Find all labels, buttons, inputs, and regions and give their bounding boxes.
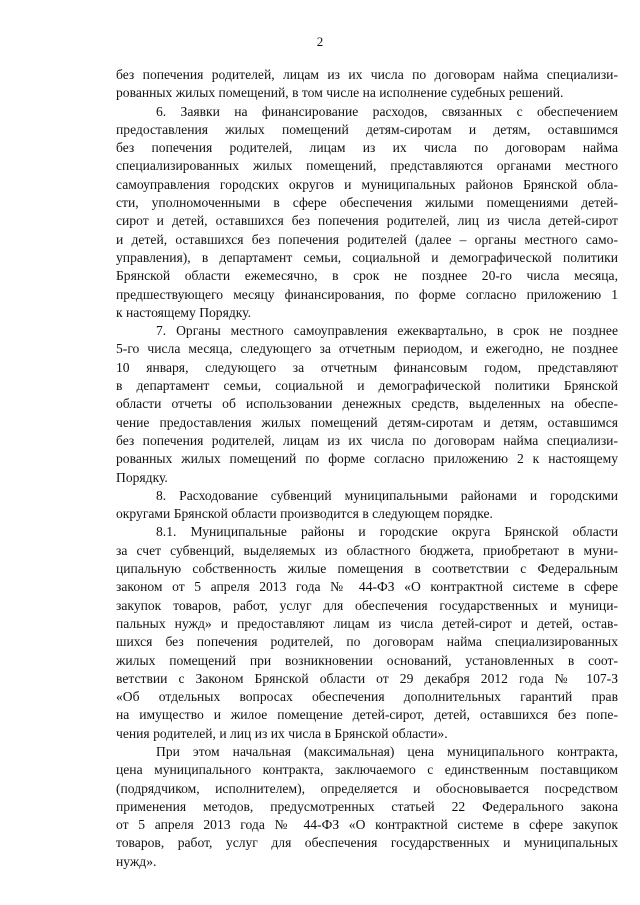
text-line: жилых помещений при возникновении оснований, установленных в соот- xyxy=(116,652,618,668)
text-line: 6. Заявки на финансирование расходов, связанных с обеспечением xyxy=(156,103,618,119)
paragraph xyxy=(116,487,618,524)
text-line: рованных жилых помещений, в том числе на исполнение судебных решений. xyxy=(116,85,564,101)
text-line: цена муниципального контракта, заключаемого с единственным поставщиком xyxy=(116,762,618,778)
text-line: сирот и детей, оставшихся без попечения родителей, лиц из числа детей-сирот xyxy=(116,213,618,229)
text-line: товаров, работ, услуг для обеспечения государственных и муниципальных xyxy=(116,835,618,851)
text-line: без попечения родителей, лицам из их числа по договорам найма специализи- xyxy=(116,67,618,82)
text-line: Порядку. xyxy=(116,469,168,485)
text-line: Брянской области ежемесячно, в срок не позднее 20-го числа месяца, xyxy=(116,268,618,284)
text-line: нужд». xyxy=(116,853,157,869)
text-line: применения методов, предусмотренных статьей 22 Федерального закона xyxy=(116,798,618,814)
text-line: предоставления жилых помещений детям-сиротам и детям, оставшимся xyxy=(116,121,618,137)
text-line: сти, уполномоченными в сфере обеспечения жилыми помещениями детей- xyxy=(116,195,618,211)
paragraph xyxy=(116,523,618,743)
text-line: предшествующего месяцу финансирования, по форме согласно приложению 1 xyxy=(116,286,618,302)
text-line: шихся без попечения родителей, по договорам найма специализированных xyxy=(116,634,618,650)
text-line: к настоящему Порядку. xyxy=(116,304,252,320)
text-line: от 5 апреля 2013 года № 44-ФЗ «О контрактной системе в сфере закупок xyxy=(116,817,618,833)
text-line: специализированных жилых помещений, представляются органами местного xyxy=(116,158,618,174)
text-line: законом от 5 апреля 2013 года № 44-ФЗ «О контрактной системе в сфере xyxy=(116,579,618,595)
text-line: 8.1. Муниципальные районы и городские округа Брянской области xyxy=(156,524,618,540)
paragraph xyxy=(116,103,618,323)
text-line: «Об отдельных вопросах обеспечения дополнительных гарантий прав xyxy=(116,689,618,705)
text-line: 5-го числа месяца, следующего за отчетным периодом, и ежегодно, не позднее xyxy=(116,341,618,357)
document-body xyxy=(116,66,618,871)
text-line: (подрядчиком, исполнителем), определяется и обосновывается посредством xyxy=(116,780,618,796)
text-line: и детей, оставшихся без попечения родителей (далее – органы местного само- xyxy=(116,231,618,247)
text-line: в департамент семьи, социальной и демографической политики Брянской xyxy=(116,378,618,394)
text-line: При этом начальная (максимальная) цена муниципального контракта, xyxy=(156,743,618,759)
text-line: 10 января, следующего за отчетным финансовым годом, представляют xyxy=(116,359,618,375)
page-number: 2 xyxy=(316,34,324,49)
text-line: на имущество и жилое помещение детей-сирот, детей, оставшихся без попе- xyxy=(116,707,618,723)
text-line: закупок товаров, работ, услуг для обеспечения государственных и муници- xyxy=(116,597,618,613)
text-line: 7. Органы местного самоуправления ежеквартально, в срок не позднее xyxy=(156,323,618,339)
text-line: рованных жилых помещений по форме согласно приложению 2 к настоящему xyxy=(116,451,618,467)
text-line: ципальную собственность жилые помещения в соответствии с Федеральным xyxy=(116,561,618,577)
paragraph xyxy=(116,743,618,871)
text-line: за счет субвенций, выделяемых из областного бюджета, приобретают в муни- xyxy=(116,542,618,558)
text-line: без попечения родителей, лицам из их числа по договорам найма специализи- xyxy=(116,432,618,448)
text-line: чения родителей, и лиц из их числа в Брянской области». xyxy=(116,725,448,741)
text-line: 8. Расходование субвенций муниципальными районами и городскими xyxy=(156,487,618,503)
paragraph xyxy=(116,66,618,103)
text-line: без попечения родителей, лицам из их числа по договорам найма xyxy=(116,140,618,156)
text-line: округами Брянской области производится в следующем порядке. xyxy=(116,506,493,522)
text-line: области отчеты об использовании денежных средств, выделенных на обеспе- xyxy=(116,396,618,412)
text-line: чение предоставления жилых помещений детям-сиротам и детям, оставшимся xyxy=(116,414,618,430)
text-line: самоуправления городских округов и муниципальных районов Брянской обла- xyxy=(116,176,618,192)
text-line: управления), в департамент семьи, социальной и демографической политики xyxy=(116,249,618,265)
paragraph xyxy=(116,322,618,487)
text-line: ветствии с Законом Брянской области от 29 декабря 2012 года № 107-З xyxy=(116,670,618,686)
text-line: пальных нужд» и предоставляют лицам из числа детей-сирот и детей, остав- xyxy=(116,615,618,631)
